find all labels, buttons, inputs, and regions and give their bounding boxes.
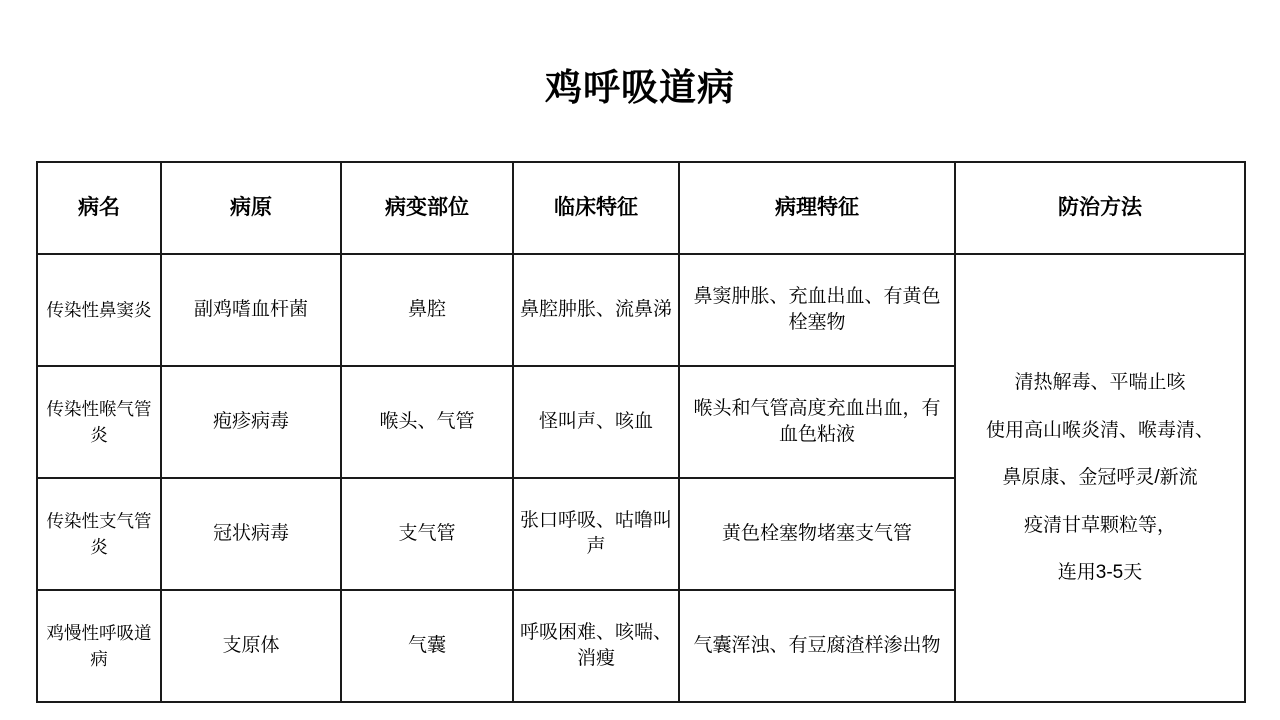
cell-pathology: 气囊浑浊、有豆腐渣样渗出物 [679, 590, 955, 702]
treatment-line-2: 使用高山喉炎清、喉毒清、 [985, 419, 1214, 441]
cell-disease-name: 传染性喉气管炎 [37, 366, 161, 478]
cell-clinical: 张口呼吸、咕噜叫声 [513, 478, 679, 590]
cell-lesion-site: 支气管 [341, 478, 513, 590]
cell-clinical: 呼吸困难、咳喘、消瘦 [513, 590, 679, 702]
cell-pathology: 喉头和气管高度充血出血，有血色粘液 [679, 366, 955, 478]
treatment-line-1: 清热解毒、平喘止咳 [1014, 371, 1186, 393]
cell-pathogen: 疱疹病毒 [161, 366, 341, 478]
table-header [37, 162, 1245, 254]
cell-pathology: 鼻窦肿胀、充血出血、有黄色栓塞物 [679, 254, 955, 366]
treatment-line-5: 连用3-5天 [1057, 562, 1143, 584]
cell-pathogen: 支原体 [161, 590, 341, 702]
cell-clinical: 鼻腔肿胀、流鼻涕 [513, 254, 679, 366]
column-header-pathogen: 病原 [161, 162, 341, 254]
treatment-line-3: 鼻原康、金冠呼灵/新流 [1002, 467, 1198, 489]
cell-pathology: 黄色栓塞物堵塞支气管 [679, 478, 955, 590]
cell-disease-name: 传染性支气管炎 [37, 478, 161, 590]
treatment-line-4: 疫清甘草颗粒等， [1023, 514, 1176, 536]
column-header-clinical-features: 临床特征 [513, 162, 679, 254]
cell-disease-name: 传染性鼻窦炎 [37, 254, 161, 366]
cell-pathogen: 副鸡嗜血杆菌 [161, 254, 341, 366]
cell-clinical: 怪叫声、咳血 [513, 366, 679, 478]
cell-pathogen: 冠状病毒 [161, 478, 341, 590]
cell-disease-name: 鸡慢性呼吸道病 [37, 590, 161, 702]
cell-lesion-site: 鼻腔 [341, 254, 513, 366]
cell-lesion-site: 气囊 [341, 590, 513, 702]
cell-treatment-method [955, 254, 1245, 702]
table-row [37, 254, 1245, 366]
column-header-lesion-site: 病变部位 [341, 162, 513, 254]
page-title: 鸡呼吸道病 [545, 67, 735, 108]
column-header-disease-name: 病名 [37, 162, 161, 254]
disease-table [36, 161, 1246, 703]
table-header-row [37, 162, 1245, 254]
cell-lesion-site: 喉头、气管 [341, 366, 513, 478]
column-header-treatment-method: 防治方法 [955, 162, 1245, 254]
table-body [37, 254, 1245, 702]
column-header-pathological-features: 病理特征 [679, 162, 955, 254]
disease-table-container [36, 161, 1244, 703]
